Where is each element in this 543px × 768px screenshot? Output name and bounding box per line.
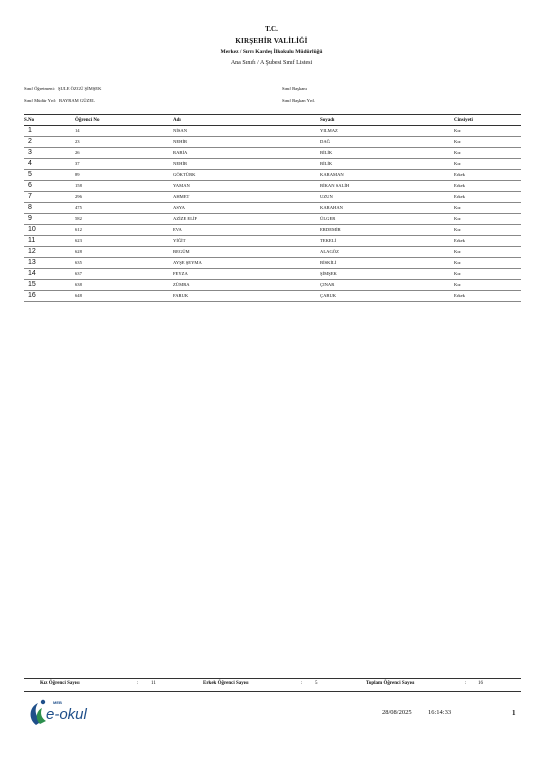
table-row xyxy=(24,202,521,213)
cell-sno: 11 xyxy=(24,235,75,246)
cell-first-name: AHMET xyxy=(173,191,320,202)
col-header-student-no: Öğrenci No xyxy=(75,115,173,126)
table-row xyxy=(24,246,521,257)
cell-first-name: FARUK xyxy=(173,290,320,301)
table-row xyxy=(24,125,521,136)
table-row xyxy=(24,279,521,290)
cell-first-name: NEHİR xyxy=(173,158,320,169)
total-count-label: Toplam Öğrenci Sayısı xyxy=(366,681,415,686)
cell-sno: 16 xyxy=(24,290,75,301)
deputy-info xyxy=(24,98,95,103)
cell-last-name: KARAHAN xyxy=(320,202,454,213)
cell-student-no: 23 xyxy=(75,136,173,147)
cell-student-no: 623 xyxy=(75,235,173,246)
girls-count-label: Kız Öğrenci Sayısı xyxy=(40,681,80,686)
cell-first-name: BEGÜM xyxy=(173,246,320,257)
cell-sno: 15 xyxy=(24,279,75,290)
table-row xyxy=(24,268,521,279)
cell-student-no: 26 xyxy=(75,147,173,158)
cell-gender: Erkek xyxy=(454,290,521,301)
total-count-value: 16 xyxy=(478,681,483,686)
cell-sno: 1 xyxy=(24,125,75,136)
teacher-info xyxy=(24,86,101,91)
cell-gender: Kız xyxy=(454,125,521,136)
cell-first-name: ZÜMRA xyxy=(173,279,320,290)
cell-sno: 8 xyxy=(24,202,75,213)
cell-sno: 13 xyxy=(24,257,75,268)
cell-sno: 9 xyxy=(24,213,75,224)
cell-first-name: RABİA xyxy=(173,147,320,158)
cell-last-name: BİSKİLİ xyxy=(320,257,454,268)
cell-last-name: KARAMAN xyxy=(320,169,454,180)
total-count-sep: : xyxy=(465,681,467,686)
cell-first-name: ASYA xyxy=(173,202,320,213)
col-header-gender: Cinsiyeti xyxy=(454,115,521,126)
cell-sno: 5 xyxy=(24,169,75,180)
cell-sno: 7 xyxy=(24,191,75,202)
cell-last-name: ÇABUK xyxy=(320,290,454,301)
summary-bottom-rule xyxy=(24,691,521,692)
vice-president-label: Sınıf Başkan Yrd. xyxy=(282,98,315,103)
cell-gender: Kız xyxy=(454,213,521,224)
cell-sno: 10 xyxy=(24,224,75,235)
cell-gender: Kız xyxy=(454,136,521,147)
print-time: 16:14:33 xyxy=(428,709,452,716)
cell-student-no: 635 xyxy=(75,257,173,268)
cell-last-name: DAĞ xyxy=(320,136,454,147)
table-row xyxy=(24,290,521,301)
cell-last-name: ALAGÖZ xyxy=(320,246,454,257)
table-row xyxy=(24,224,521,235)
cell-first-name: GÖKTÜRK xyxy=(173,169,320,180)
col-header-last-name: Soyadı xyxy=(320,115,454,126)
cell-first-name: AYŞE ŞEYMA xyxy=(173,257,320,268)
cell-gender: Erkek xyxy=(454,235,521,246)
logo-small-text: MEB xyxy=(53,700,62,705)
cell-last-name: ŞİMŞEK xyxy=(320,268,454,279)
cell-first-name: NİSAN xyxy=(173,125,320,136)
cell-gender: Kız xyxy=(454,147,521,158)
logo-text: e-okul xyxy=(46,706,87,723)
cell-gender: Erkek xyxy=(454,169,521,180)
cell-first-name: EVA xyxy=(173,224,320,235)
cell-student-no: 648 xyxy=(75,290,173,301)
cell-gender: Kız xyxy=(454,279,521,290)
table-row xyxy=(24,235,521,246)
e-okul-logo-icon xyxy=(26,697,106,729)
cell-gender: Erkek xyxy=(454,180,521,191)
cell-gender: Kız xyxy=(454,158,521,169)
cell-sno: 2 xyxy=(24,136,75,147)
deputy-label: Sınıf Müdür Yrd: xyxy=(24,98,56,103)
header-class-list: Ana Sınıfı / A Şubesi Sınıf Listesi xyxy=(230,60,313,66)
cell-gender: Kız xyxy=(454,246,521,257)
cell-gender: Kız xyxy=(454,202,521,213)
col-header-first-name: Adı xyxy=(173,115,320,126)
cell-last-name: ÜLGER xyxy=(320,213,454,224)
cell-sno: 6 xyxy=(24,180,75,191)
table-row xyxy=(24,191,521,202)
col-header-sno: S.No xyxy=(24,115,75,126)
table-row xyxy=(24,158,521,169)
summary-top-rule xyxy=(24,678,521,679)
cell-sno: 14 xyxy=(24,268,75,279)
cell-student-no: 37 xyxy=(75,158,173,169)
student-table xyxy=(24,114,521,302)
table-row xyxy=(24,136,521,147)
cell-student-no: 637 xyxy=(75,268,173,279)
cell-last-name: BİLİK xyxy=(320,147,454,158)
cell-last-name: BİLİK xyxy=(320,158,454,169)
cell-first-name: YAMAN xyxy=(173,180,320,191)
cell-first-name: AZİZE ELİF xyxy=(173,213,320,224)
cell-last-name: TEKELİ xyxy=(320,235,454,246)
table-row xyxy=(24,213,521,224)
cell-student-no: 582 xyxy=(75,213,173,224)
teacher-label: Sınıf Öğretmeni: xyxy=(24,86,56,91)
page-number: 1 xyxy=(512,709,516,717)
cell-last-name: YILMAZ xyxy=(320,125,454,136)
teacher-value: ŞULE ÖZGÜ ŞİMŞEK xyxy=(58,86,102,91)
boys-count-label: Erkek Öğrenci Sayısı xyxy=(203,681,249,686)
print-date: 28/08/2025 xyxy=(382,709,412,716)
cell-sno: 3 xyxy=(24,147,75,158)
cell-student-no: 14 xyxy=(75,125,173,136)
cell-student-no: 158 xyxy=(75,180,173,191)
boys-count-value: 5 xyxy=(315,681,318,686)
cell-student-no: 89 xyxy=(75,169,173,180)
cell-last-name: BİKAN SALİH xyxy=(320,180,454,191)
header-governorship: KIRŞEHİR VALİLİĞİ xyxy=(235,37,308,45)
cell-sno: 12 xyxy=(24,246,75,257)
cell-gender: Kız xyxy=(454,224,521,235)
cell-first-name: NEHİR xyxy=(173,136,320,147)
president-label: Sınıf Başkanı xyxy=(282,86,307,91)
cell-student-no: 638 xyxy=(75,279,173,290)
cell-student-no: 296 xyxy=(75,191,173,202)
cell-last-name: ÇINAR xyxy=(320,279,454,290)
cell-student-no: 628 xyxy=(75,246,173,257)
cell-last-name: ERDEMİR xyxy=(320,224,454,235)
table-header-row xyxy=(24,115,521,126)
cell-first-name: FEYZA xyxy=(173,268,320,279)
girls-count-value: 11 xyxy=(151,681,156,686)
table-row xyxy=(24,257,521,268)
cell-gender: Erkek xyxy=(454,191,521,202)
table-row xyxy=(24,147,521,158)
cell-sno: 4 xyxy=(24,158,75,169)
boys-count-sep: : xyxy=(301,681,303,686)
table-row xyxy=(24,169,521,180)
cell-first-name: YİĞİT xyxy=(173,235,320,246)
header-school: Merkez / Sırrı Kardeş İlkokulu Müdürlüğü xyxy=(220,49,323,55)
table-row xyxy=(24,180,521,191)
header-tc: T.C. xyxy=(265,25,278,33)
deputy-value: BAYRAM GÜZEL xyxy=(59,98,95,103)
cell-student-no: 612 xyxy=(75,224,173,235)
girls-count-sep: : xyxy=(137,681,139,686)
cell-student-no: 475 xyxy=(75,202,173,213)
cell-gender: Kız xyxy=(454,268,521,279)
cell-last-name: UZUN xyxy=(320,191,454,202)
cell-gender: Kız xyxy=(454,257,521,268)
